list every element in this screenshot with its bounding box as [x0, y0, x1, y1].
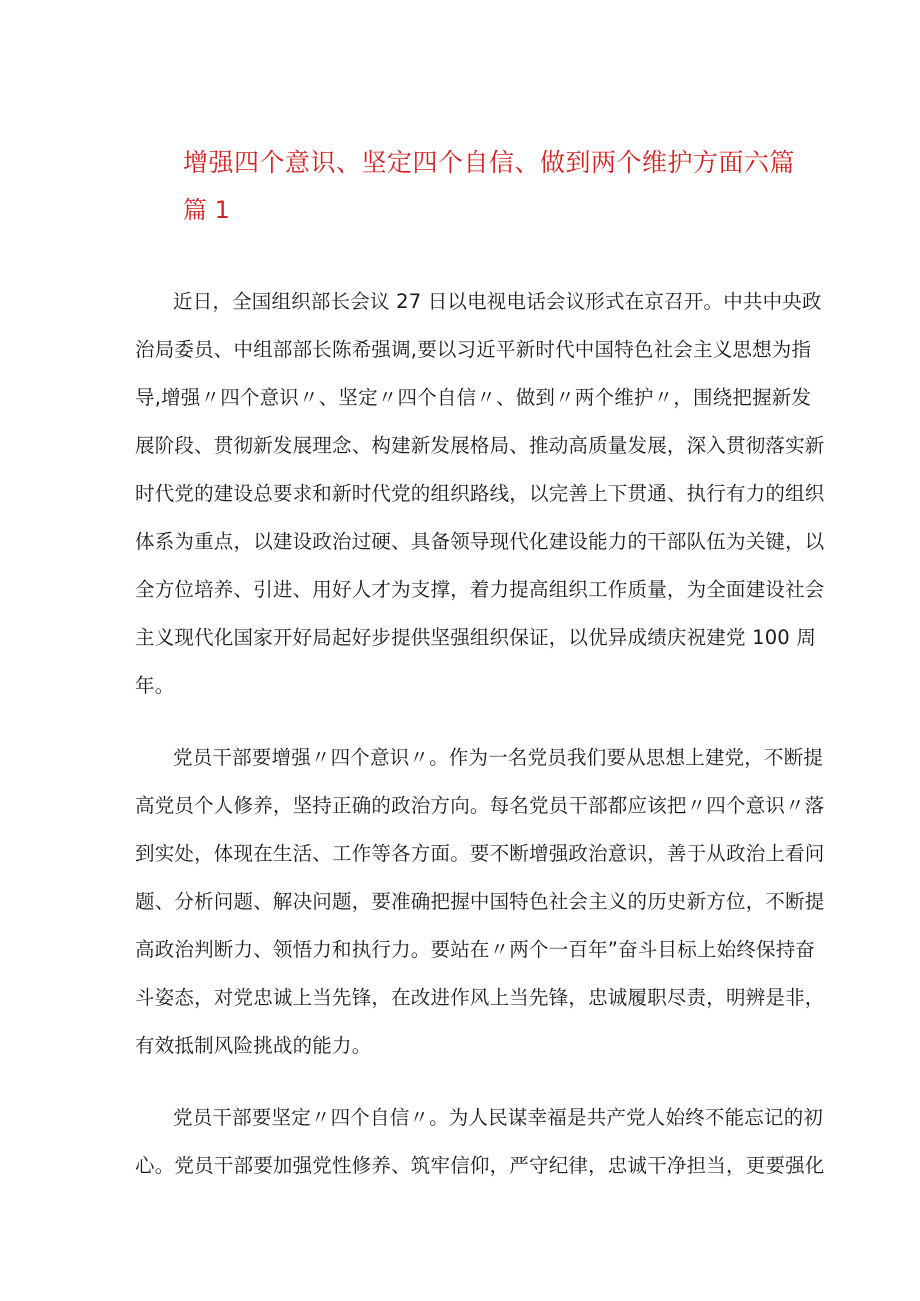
text-line: 高政治判断力、领悟力和执行力。要站在〃两个一百年”奋斗目标上始终保持奋: [135, 938, 816, 961]
section-heading: 篇 1: [183, 196, 230, 224]
text-line: 全方位培养、引进、用好人才为支撑，着力提高组织工作质量，为全面建设社会: [135, 578, 825, 601]
text-line: 体系为重点，以建设政治过硬、具备领导现代化建设能力的干部队伍为关键，以: [135, 530, 825, 553]
text-line: 导,增强〃四个意识〃、坚定〃四个自信〃、做到〃两个维护〃，围绕把握新发: [135, 386, 812, 409]
text-line: 党员干部要坚定〃四个自信〃。为人民谋幸福是共产党人始终不能忘记的初: [173, 1106, 824, 1129]
document-title: 增强四个意识、坚定四个自信、做到两个维护方面六篇: [183, 148, 796, 177]
text-line: 治局委员、中组部部长陈希强调,要以习近平新时代中国特色社会主义思想为指: [135, 338, 812, 361]
text-line: 时代党的建设总要求和新时代党的组织路线，以完善上下贯通、执行有力的组织: [135, 482, 825, 505]
text-line: 心。党员干部要加强党性修养、筑牢信仰，严守纪律，忠诚干净担当，更要强化: [135, 1154, 825, 1177]
text-line: 年。: [135, 674, 175, 697]
text-line: 有效抵制风险挑战的能力。: [135, 1034, 372, 1057]
text-line: 主义现代化国家开好局起好步提供坚强组织保证，以优异成绩庆祝建党 100 周: [135, 626, 817, 649]
paragraph-3: [135, 1094, 825, 1190]
document-body: [135, 278, 825, 1214]
text-line: 高党员个人修养，坚持正确的政治方向。每名党员干部都应该把〃四个意识〃落: [135, 794, 825, 817]
text-line: 党员干部要增强〃四个意识〃。作为一名党员我们要从思想上建党，不断提: [173, 746, 824, 769]
paragraph-1: [135, 278, 825, 710]
text-line: 展阶段、贯彻新发展理念、构建新发展格局、推动高质量发展，深入贯彻落实新: [135, 434, 825, 457]
text-line: 到实处，体现在生活、工作等各方面。要不断增强政治意识，善于从政治上看问: [135, 842, 825, 865]
paragraph-2: [135, 734, 825, 1070]
text-line: 近日，全国组织部长会议 27 日以电视电话会议形式在京召开。中共中央政: [173, 290, 822, 313]
text-line: 斗姿态，对党忠诚上当先锋，在改进作风上当先锋，忠诚履职尽责，明辨是非，: [135, 986, 825, 1009]
text-line: 题、分析问题、解决问题，要准确把握中国特色社会主义的历史新方位，不断提: [135, 890, 825, 913]
